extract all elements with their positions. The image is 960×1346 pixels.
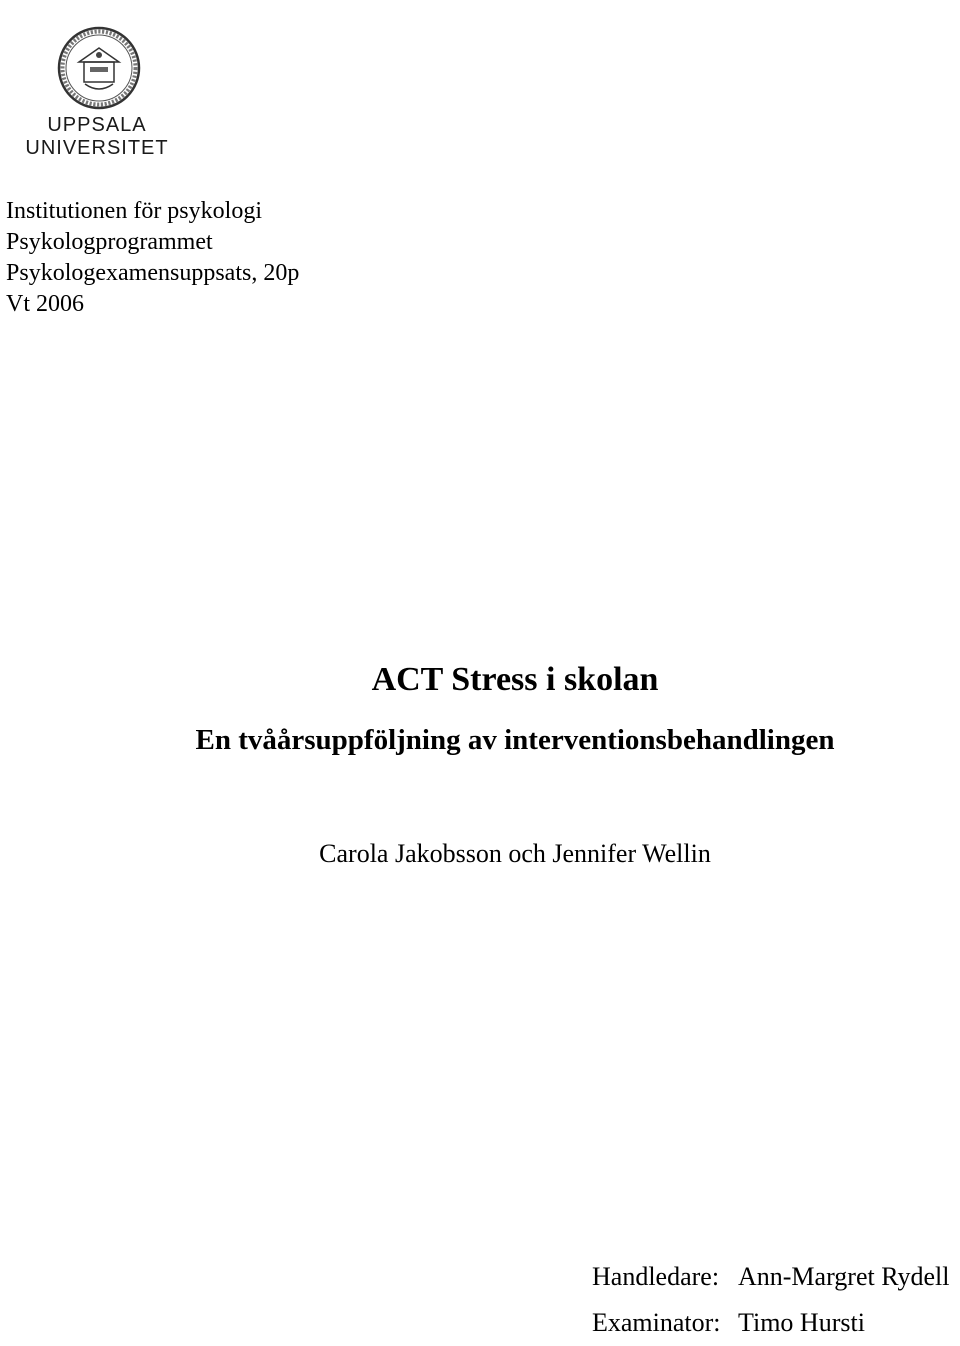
document-meta xyxy=(6,196,299,320)
university-name-line1: UPPSALA xyxy=(47,114,147,136)
credits-block xyxy=(592,1254,950,1346)
university-logo xyxy=(0,0,192,180)
authors-text: Carola Jakobsson och Jennifer Wellin xyxy=(319,839,711,868)
supervisor-label: Handledare: xyxy=(592,1262,720,1291)
university-name xyxy=(22,114,172,160)
document-subtitle: En tvåårsuppföljning av interventionsbehandlingen xyxy=(195,724,835,756)
examiner-name: Timo Hursti xyxy=(738,1308,865,1337)
document-title: ACT Stress i skolan xyxy=(371,661,659,698)
department-text: Institutionen för psykologi xyxy=(6,198,262,224)
university-name-line2: UNIVERSITET xyxy=(25,137,169,159)
program-text: Psykologprogrammet xyxy=(6,229,213,255)
examiner-label: Examinator: xyxy=(592,1308,721,1337)
supervisor-row xyxy=(592,1254,950,1300)
supervisor-name: Ann-Margret Rydell xyxy=(738,1262,950,1291)
examiner-row xyxy=(592,1300,950,1346)
university-seal-icon xyxy=(57,26,141,110)
term-text: Vt 2006 xyxy=(6,291,84,317)
thesis-type-text: Psykologexamensuppsats, 20p xyxy=(6,260,300,286)
